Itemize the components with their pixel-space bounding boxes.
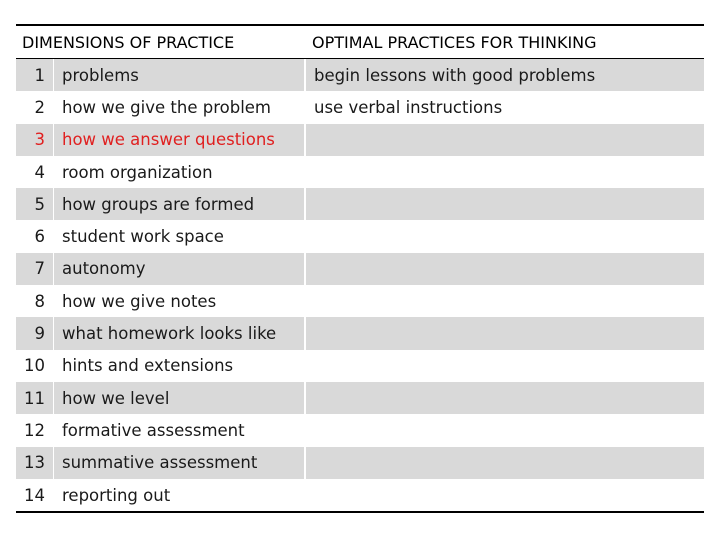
dimension-cell: how we give notes	[62, 291, 217, 311]
row-number: 8	[16, 285, 54, 317]
dimension-cell: summative assessment	[54, 447, 304, 479]
practice-cell	[306, 253, 704, 285]
practice-cell	[306, 447, 704, 479]
row-number: 11	[16, 382, 54, 414]
practice-cell	[306, 124, 704, 156]
table-header	[16, 26, 704, 59]
row-number: 9	[16, 317, 54, 349]
table-row	[16, 447, 704, 479]
table-row	[16, 156, 704, 188]
row-number: 14	[16, 479, 54, 511]
dimension-cell: problems	[54, 59, 304, 91]
practice-cell: begin lessons with good problems	[306, 59, 704, 91]
table-row	[16, 479, 704, 511]
dimension-cell: autonomy	[54, 253, 304, 285]
practice-cell	[306, 350, 704, 382]
dimension-cell: how we give the problem	[62, 97, 271, 117]
dimension-cell: how we level	[54, 382, 304, 414]
practice-cell	[306, 188, 704, 220]
row-number: 2	[16, 91, 54, 123]
row-number: 7	[16, 253, 54, 285]
table-row	[16, 285, 704, 317]
row-number: 5	[16, 188, 54, 220]
practice-cell	[306, 220, 704, 252]
row-number: 3	[16, 124, 54, 156]
row-number: 12	[16, 414, 54, 446]
dimension-cell: student work space	[62, 227, 224, 247]
dimension-cell: formative assessment	[62, 420, 245, 440]
practice-cell	[306, 285, 704, 317]
header-optimal-practices: OPTIMAL PRACTICES FOR THINKING	[312, 32, 597, 52]
practice-cell	[306, 317, 704, 349]
table-row	[16, 382, 704, 414]
dimension-cell: room organization	[62, 162, 213, 182]
header-dimensions: DIMENSIONS OF PRACTICE	[22, 32, 235, 52]
practice-cell	[306, 414, 704, 446]
table-row	[16, 220, 704, 252]
row-number: 13	[16, 447, 54, 479]
practice-cell	[306, 382, 704, 414]
table-row	[16, 124, 704, 156]
table-row	[16, 350, 704, 382]
dimension-cell: hints and extensions	[62, 356, 234, 376]
table-row	[16, 253, 704, 285]
practice-cell: use verbal instructions	[314, 97, 503, 117]
row-number: 6	[16, 220, 54, 252]
dimension-cell: reporting out	[62, 485, 171, 505]
table-row	[16, 317, 704, 349]
practice-cell	[306, 479, 704, 511]
dimension-cell: what homework looks like	[54, 317, 304, 349]
row-number: 10	[16, 350, 54, 382]
table-row	[16, 414, 704, 446]
table-row	[16, 91, 704, 123]
dimension-cell: how groups are formed	[54, 188, 304, 220]
practices-table	[16, 24, 704, 513]
practice-cell	[306, 156, 704, 188]
row-number: 4	[16, 156, 54, 188]
dimension-cell: how we answer questions	[54, 124, 304, 156]
row-number: 1	[16, 59, 54, 91]
table-row	[16, 188, 704, 220]
table-row	[16, 59, 704, 91]
